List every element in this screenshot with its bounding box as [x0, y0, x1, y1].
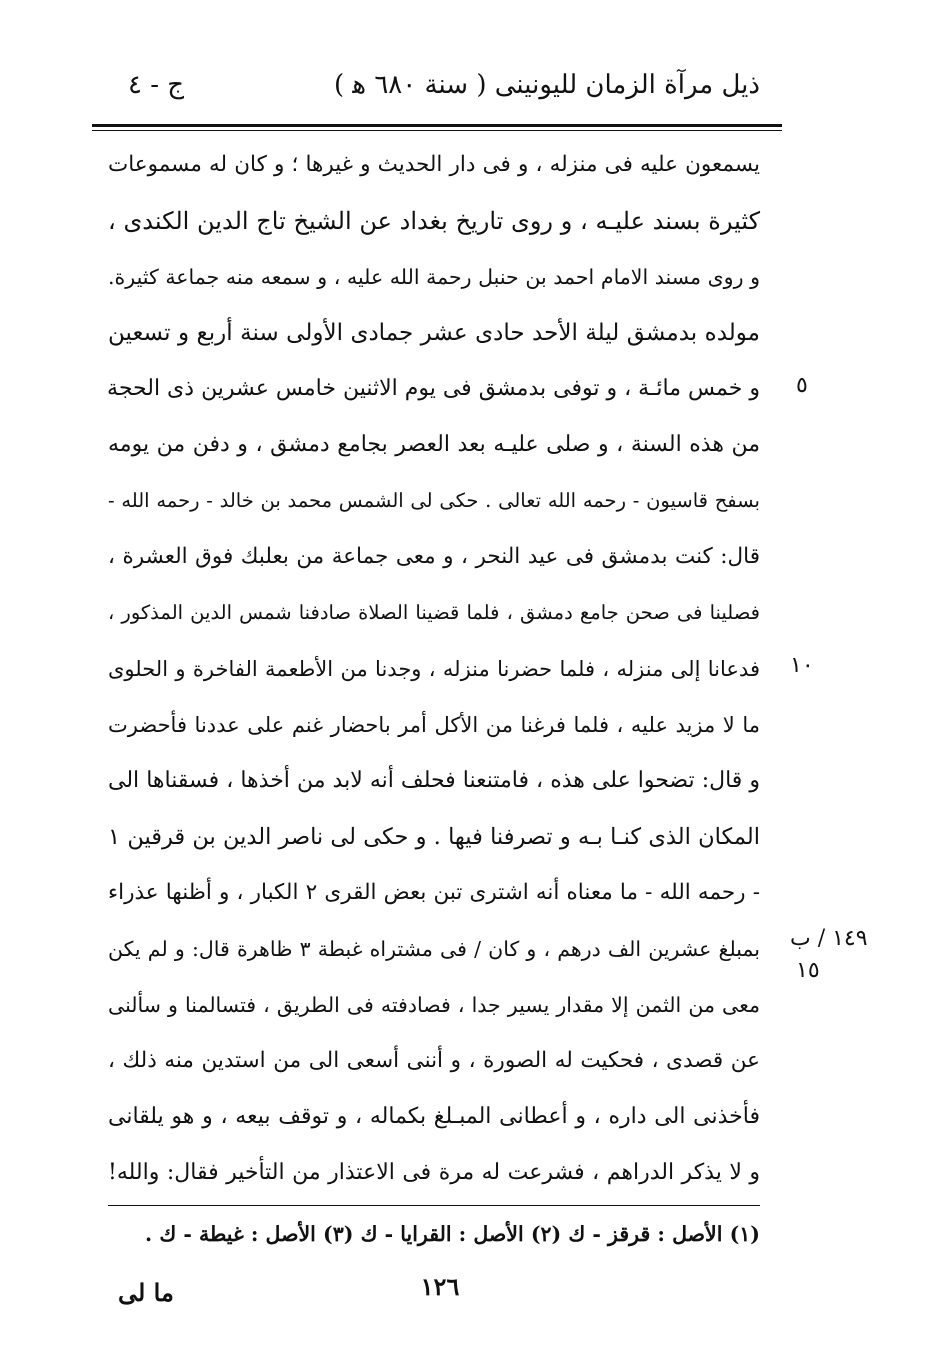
line-number-5: ٥ — [796, 373, 808, 398]
text-line: بمبلغ عشرين الف درهم ، و كان / فى مشتراه غبطة ٣ ظاهرة قال: و لم يكن — [108, 937, 760, 961]
text-line: المكان الذى كنـا بـه و تصرفنا فيها . و حكى لى ناصر الدين بن قرقين ١ — [108, 824, 760, 850]
text-line: قال: كنت بدمشق فى عيد النحر ، و معى جماعة من بعلبك فوق العشرة ، — [108, 544, 760, 569]
catchword: ما لى — [118, 1278, 174, 1307]
text-line: كثيرة بسند عليـه ، و روى تاريخ بغداد عن الشيخ تاج الدين الكندى ، — [108, 207, 760, 235]
text-line: و خمس مائـة ، و توفى بدمشق فى يوم الاثنين خامس عشرين ذى الحجة — [107, 376, 760, 401]
text-line: مولده بدمشق ليلة الأحد حادى عشر جمادى الأولى سنة أربع و تسعين — [108, 320, 760, 346]
running-header — [100, 70, 760, 114]
text-line: فصلينا فى صحن جامع دمشق ، فلما قضينا الصلاة صادفنا شمس الدين المذكور ، — [108, 601, 760, 624]
header-rule-thick — [92, 124, 782, 127]
line-number-10: ١٠ — [790, 653, 814, 678]
folio-marker: ١٤٩ / ب — [790, 926, 868, 951]
header-title: ذيل مرآة الزمان لليونينى ( سنة ٦٨٠ ﻫ ) — [333, 70, 760, 100]
text-line: و قال: تضحوا على هذه ، فامتنعنا فحلف أنه لابد من أخذها ، فسقناها الى — [108, 768, 760, 793]
text-line: ما لا مزيد عليه ، فلما فرغنا من الأكل أمر باحضار غنم على عددنا فأحضرت — [108, 713, 760, 737]
text-line: بسفح قاسيون - رحمه الله تعالى . حكى لى الشمس محمد بن خالد - رحمه الله - — [108, 489, 760, 512]
page-number: ١٢٦ — [420, 1272, 460, 1301]
footnote-rule — [108, 1205, 760, 1206]
footnotes: (١) الأصل : قرقز - ك (٢) الأصل : القرايا - ك (٣) الأصل : غيطة - ك . — [145, 1222, 760, 1246]
text-line: فأخذنى الى داره ، و أعطانى المبـلغ بكماله ، و توقف بيعه ، و هو يلقانى — [108, 1104, 760, 1129]
text-line: عن قصدى ، فحكيت له الصورة ، و أننى أسعى الى من استدين منه ذلك ، — [108, 1048, 760, 1073]
header-rule-thin — [92, 130, 782, 131]
volume-number: ج - ٤ — [128, 70, 185, 100]
text-line: - رحمه الله - ما معناه أنه اشترى تبن بعض القرى ٢ الكبار ، و أظنها عذراء — [108, 880, 760, 905]
text-line: من هذه السنة ، و صلى عليـه بعد العصر بجامع دمشق ، و دفن من يومه — [108, 432, 760, 457]
text-line: معى من الثمن إلا مقدار يسير جدا ، فصادفته فى الطريق ، فتسالمنا و سألنى — [108, 993, 760, 1017]
text-line: فدعانا إلى منزله ، فلما حضرنا منزله ، وجدنا من الأطعمة الفاخرة و الحلوى — [108, 657, 760, 681]
text-line: و لا يذكر الدراهم ، فشرعت له مرة فى الاعتذار من التأخير فقال: والله! — [108, 1160, 760, 1185]
text-line: يسمعون عليه فى منزله ، و فى دار الحديث و غيرها ؛ و كان له مسموعات — [108, 152, 760, 177]
line-number-15: ١٥ — [796, 958, 820, 983]
text-line: و روى مسند الامام احمد بن حنبل رحمة الله عليه ، و سمعه منه جماعة كثيرة. — [108, 265, 760, 289]
